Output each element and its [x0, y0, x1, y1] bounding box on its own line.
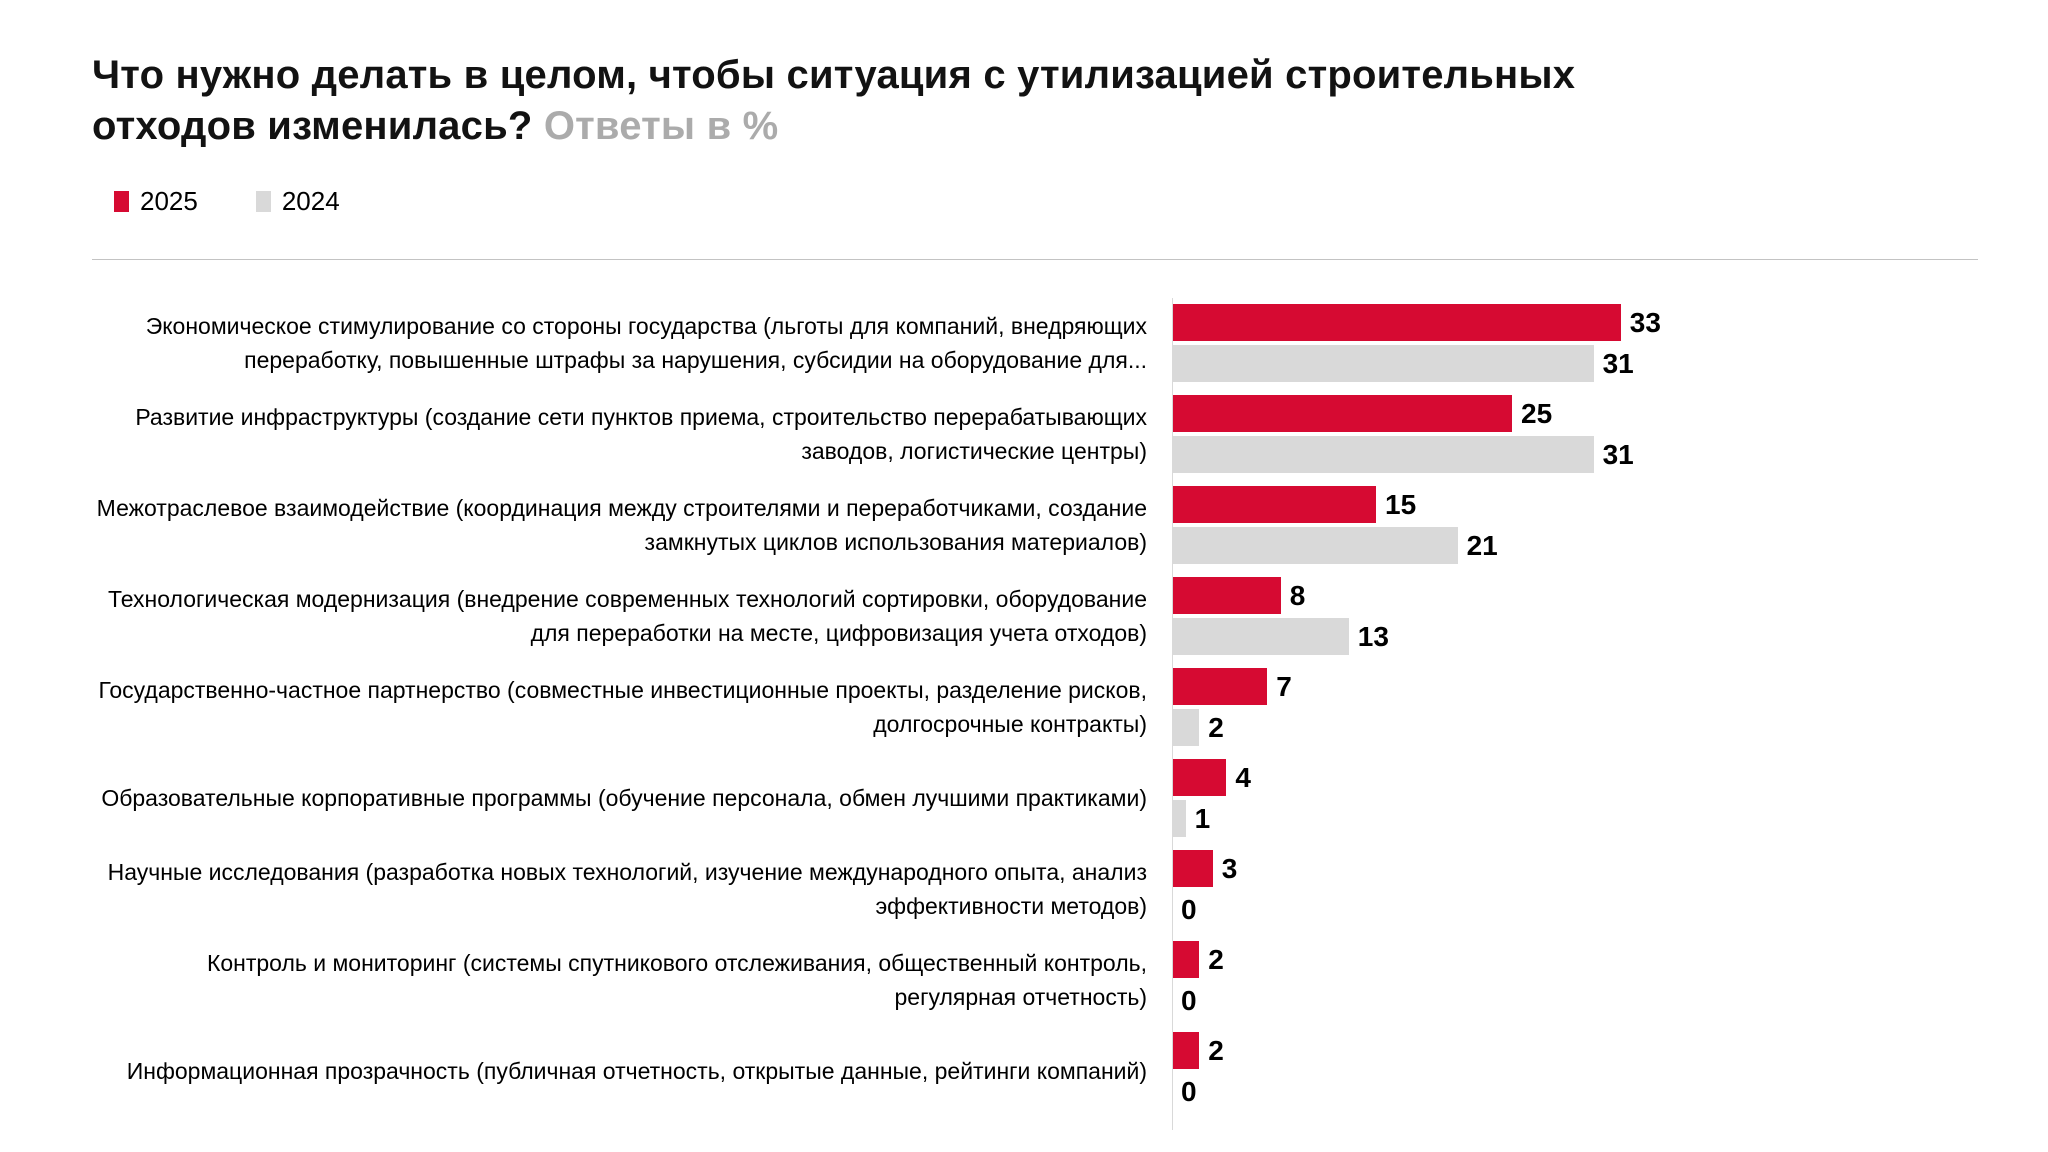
- bar-group: [1172, 941, 1224, 1019]
- bar-row-2025: [1172, 850, 1237, 887]
- bar-2025: [1172, 395, 1512, 432]
- bar-2025: [1172, 304, 1621, 341]
- bar-2024: [1172, 345, 1594, 382]
- value-label-2025: 2: [1208, 943, 1224, 975]
- bar-row-2024: [1172, 891, 1237, 928]
- category-label: Развитие инфраструктуры (создание сети пунктов приема, строительство перерабатывающих заводов, логистические центры): [135, 404, 1147, 464]
- chart-title: [92, 50, 1592, 152]
- legend-swatch-2025: [114, 191, 129, 212]
- chart-rows: [92, 304, 1978, 1110]
- bar-2025: [1172, 850, 1213, 887]
- legend-swatch-2024: [256, 191, 271, 212]
- value-label-2024: 13: [1357, 620, 1389, 652]
- legend-label-2024: 2024: [281, 186, 340, 216]
- value-label-2024: 0: [1181, 984, 1197, 1016]
- category-row: [92, 577, 1978, 655]
- bar-2025: [1172, 1032, 1199, 1069]
- value-label-2025: 8: [1289, 579, 1306, 611]
- value-label-2024: 31: [1602, 347, 1634, 379]
- bar-group: [1172, 1032, 1224, 1110]
- bar-2025: [1172, 486, 1376, 523]
- value-label-2024: 2: [1208, 711, 1224, 743]
- value-label-2024: 21: [1466, 529, 1498, 561]
- category-label: Научные исследования (разработка новых технологий, изучение международного опыта, анализ эффективности методов): [107, 859, 1147, 919]
- category-label: Образовательные корпоративные программы (обучение персонала, обмен лучшими практиками): [101, 785, 1147, 811]
- bar-group: [1172, 304, 1661, 382]
- bar-row-2025: [1172, 395, 1634, 432]
- category-row: [92, 486, 1978, 564]
- bar-row-2025: [1172, 759, 1251, 796]
- bar-group: [1172, 759, 1251, 837]
- bar-row-2025: [1172, 941, 1224, 978]
- category-label: Государственно-частное партнерство (совместные инвестиционные проекты, разделение рисков, долгосрочные контракты): [98, 677, 1147, 737]
- category-row: [92, 850, 1978, 928]
- bar-group: [1172, 668, 1292, 746]
- value-label-2024: 1: [1194, 802, 1211, 834]
- bar-row-2024: [1172, 982, 1224, 1019]
- category-label: Межотраслевое взаимодействие (координация между строителями и переработчиками, создание замкнутых циклов использования материалов): [96, 495, 1147, 555]
- bar-row-2024: [1172, 800, 1251, 837]
- bar-row-2024: [1172, 527, 1498, 564]
- legend-item-2025: [114, 186, 198, 217]
- bar-2024: [1172, 800, 1186, 837]
- value-label-2025: 4: [1235, 761, 1251, 793]
- bar-row-2025: [1172, 577, 1389, 614]
- bar-row-2025: [1172, 486, 1498, 523]
- bar-row-2025: [1172, 304, 1661, 341]
- value-label-2025: 15: [1385, 488, 1417, 520]
- value-label-2025: 7: [1276, 670, 1292, 702]
- category-label: Технологическая модернизация (внедрение современных технологий сортировки, оборудование для переработки на месте, цифровизация учета отходов): [108, 586, 1147, 646]
- bar-2024: [1172, 709, 1199, 746]
- bar-row-2025: [1172, 1032, 1224, 1069]
- legend: [114, 186, 1978, 217]
- chart: [92, 304, 1978, 1110]
- category-row: [92, 759, 1978, 837]
- value-label-2025: 2: [1208, 1034, 1224, 1066]
- bar-2025: [1172, 759, 1226, 796]
- bar-2024: [1172, 618, 1349, 655]
- bar-row-2024: [1172, 1073, 1224, 1110]
- bar-2025: [1172, 577, 1281, 614]
- bar-2025: [1172, 941, 1199, 978]
- value-label-2025: 3: [1221, 852, 1238, 884]
- divider-line: [92, 259, 1978, 260]
- category-label: Экономическое стимулирование со стороны государства (льготы для компаний, внедряющих переработку, повышенные штрафы за нарушения, субсидии на оборудование для...: [145, 313, 1147, 373]
- bar-row-2024: [1172, 618, 1389, 655]
- category-row: [92, 395, 1978, 473]
- bar-group: [1172, 850, 1237, 928]
- bar-2025: [1172, 668, 1267, 705]
- y-axis-line: [1172, 298, 1173, 1130]
- category-row: [92, 668, 1978, 746]
- value-label-2024: 0: [1181, 893, 1197, 925]
- category-row: [92, 304, 1978, 382]
- category-row: [92, 941, 1978, 1019]
- chart-title-suffix: Ответы в %: [543, 104, 779, 148]
- bar-row-2024: [1172, 709, 1292, 746]
- bar-row-2025: [1172, 668, 1292, 705]
- legend-label-2025: 2025: [140, 186, 198, 216]
- value-label-2025: 25: [1521, 397, 1553, 429]
- bar-group: [1172, 395, 1634, 473]
- bar-2024: [1172, 436, 1594, 473]
- category-label: Контроль и мониторинг (системы спутникового отслеживания, общественный контроль, регулярная отчетность): [206, 950, 1147, 1010]
- value-label-2024: 0: [1181, 1075, 1197, 1107]
- legend-item-2024: [256, 186, 340, 217]
- bar-2024: [1172, 527, 1458, 564]
- bar-group: [1172, 577, 1389, 655]
- category-label: Информационная прозрачность (публичная отчетность, открытые данные, рейтинги компаний): [126, 1058, 1147, 1084]
- category-row: [92, 1032, 1978, 1110]
- chart-title-main: Что нужно делать в целом, чтобы ситуация с утилизацией строительных отходов изменилась?: [92, 53, 1576, 148]
- value-label-2024: 31: [1602, 438, 1634, 470]
- bar-row-2024: [1172, 345, 1661, 382]
- value-label-2025: 33: [1629, 306, 1661, 338]
- bar-group: [1172, 486, 1498, 564]
- bar-row-2024: [1172, 436, 1634, 473]
